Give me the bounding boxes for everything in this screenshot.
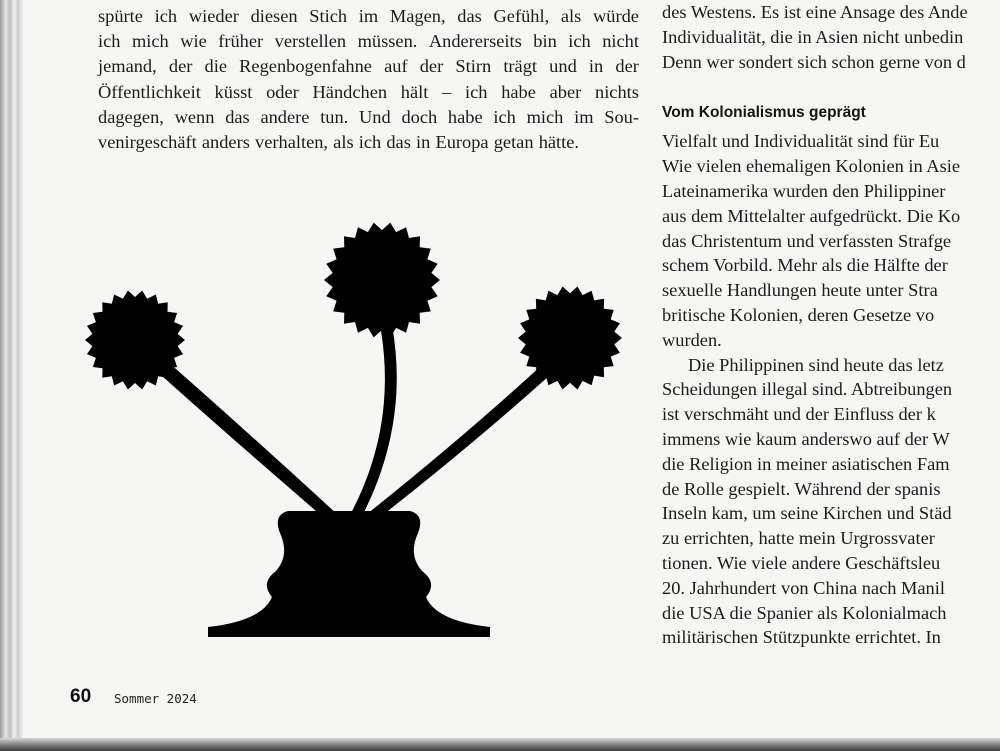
word: Stich xyxy=(309,6,348,26)
text-line: Inseln kam, um seine Kirchen und Städ xyxy=(662,503,952,524)
text-line: des Westens. Es ist eine Ansage des Ande xyxy=(662,2,968,22)
word: habe xyxy=(501,81,536,102)
text-line: Die Philippinen sind heute das letz xyxy=(688,354,944,375)
word: und xyxy=(549,56,577,77)
word: mich xyxy=(131,31,169,52)
center-stem xyxy=(350,325,397,520)
text-line xyxy=(98,80,639,105)
text-line xyxy=(98,29,639,54)
word: nicht xyxy=(602,31,639,52)
text-line: Denn wer sondert sich schon gerne von d xyxy=(662,51,966,72)
text-line: die Religion in meiner asiatischen Fam xyxy=(662,453,950,474)
left-stem xyxy=(152,355,338,523)
word: ich xyxy=(154,6,178,26)
text-line: immens wie kaum anderswo auf der W xyxy=(662,428,950,449)
section-heading: Vom Kolonialismus geprägt xyxy=(662,104,866,121)
center-bloom xyxy=(324,223,440,338)
text-line xyxy=(98,105,639,130)
text-line: militärischen Stützpunkte errichtet. In xyxy=(662,627,941,648)
text-line: das Christentum und verfassten Strafge xyxy=(662,230,952,251)
word: habe xyxy=(447,106,483,127)
word: verhalten, xyxy=(255,131,329,152)
word: wieder xyxy=(188,6,239,26)
word: oder xyxy=(266,81,299,102)
text-line: zu errichten, hatte mein Urgrossvater xyxy=(662,528,935,549)
left-text-column xyxy=(98,4,639,155)
word: als xyxy=(333,131,354,152)
word: ich xyxy=(493,106,516,127)
text-line: aus dem Mittelalter aufgedrückt. Die Ko xyxy=(662,205,961,226)
word: hätte. xyxy=(538,131,580,152)
word: die xyxy=(204,56,227,77)
text-line: die USA die Spanier als Kolonialmach xyxy=(662,602,947,623)
word: ich xyxy=(568,31,591,52)
word: in xyxy=(416,131,431,152)
word: würde xyxy=(593,6,639,26)
text-line xyxy=(98,4,639,29)
word: diesen xyxy=(250,6,298,26)
word: wie xyxy=(180,31,207,52)
word: in xyxy=(588,56,604,77)
text-line: ist verschmäht und der Einfluss der k xyxy=(662,404,936,425)
text-line: Individualität, die in Asien nicht unbedin xyxy=(662,26,964,47)
word: wenn xyxy=(174,106,215,127)
text-line: Lateinamerika wurden den Philippiner xyxy=(662,180,946,201)
word: das xyxy=(457,6,482,26)
word: der xyxy=(168,56,193,77)
word: hält xyxy=(400,81,429,102)
page-number: 60 xyxy=(70,686,92,707)
word: Magen, xyxy=(389,6,446,26)
word: getan xyxy=(493,131,534,152)
text-line: wurden. xyxy=(662,329,722,350)
word: trägt xyxy=(503,56,538,77)
word: spürte xyxy=(98,6,143,26)
word: als xyxy=(560,6,582,26)
word: auf xyxy=(384,56,408,77)
text-line: de Rolle gespielt. Während der spanis xyxy=(662,478,941,499)
word: tun. xyxy=(320,106,349,127)
word: nichts xyxy=(595,81,639,102)
issue-label: Sommer 2024 xyxy=(114,691,197,706)
word: Und xyxy=(359,106,391,127)
text-line: Vielfalt und Individualität sind für Eu xyxy=(662,131,940,152)
word: venirgeschäft xyxy=(98,131,197,152)
word: Regenbogenfahne xyxy=(239,56,372,77)
page-bottom-edge xyxy=(0,738,1000,751)
text-line: Scheidungen illegal sind. Abtreibungen xyxy=(662,379,953,400)
word: im xyxy=(358,6,379,26)
word: mich xyxy=(526,106,564,127)
word: ich xyxy=(98,31,121,52)
word: Stirn xyxy=(455,56,492,77)
word: – xyxy=(442,81,452,102)
text-line: britische Kolonien, deren Gesetze vo xyxy=(662,304,935,325)
word: der xyxy=(615,56,639,77)
vase xyxy=(208,511,490,637)
word: ich xyxy=(465,81,488,102)
word: müssen. xyxy=(357,31,418,52)
text-line xyxy=(98,130,639,155)
vase-flowers-illustration xyxy=(80,215,640,645)
word: das xyxy=(386,131,411,152)
word: Andererseits xyxy=(428,31,522,52)
word: Europa xyxy=(435,131,489,152)
word: anders xyxy=(201,131,250,152)
word: im xyxy=(574,106,594,127)
text-line: schem Vorbild. Mehr als die Hälfte der xyxy=(662,255,948,276)
text-line: Wie vielen ehemaligen Kolonien in Asie xyxy=(662,156,961,177)
word: verstellen xyxy=(274,31,347,52)
word: jemand, xyxy=(98,56,157,77)
text-line: 20. Jahrhundert von China nach Manil xyxy=(662,577,945,598)
text-line: sexuelle Handlungen heute unter Stra xyxy=(662,280,938,301)
word: Händchen xyxy=(312,81,388,102)
word: Gefühl, xyxy=(493,6,550,26)
word: früher xyxy=(218,31,264,52)
text-line: tionen. Wie viele andere Geschäftsleu xyxy=(662,552,941,573)
word: aber xyxy=(549,81,582,102)
word: andere xyxy=(260,106,310,127)
word: bin xyxy=(533,31,557,52)
word: ich xyxy=(358,131,382,152)
word: dagegen, xyxy=(98,106,164,127)
word: küsst xyxy=(214,81,253,102)
word: das xyxy=(225,106,250,127)
text-line xyxy=(98,54,639,79)
right-text-column xyxy=(662,0,1000,650)
word: Sou- xyxy=(604,106,639,127)
word: der xyxy=(419,56,444,77)
word: doch xyxy=(401,106,438,127)
word: Öffentlichkeit xyxy=(98,81,201,102)
